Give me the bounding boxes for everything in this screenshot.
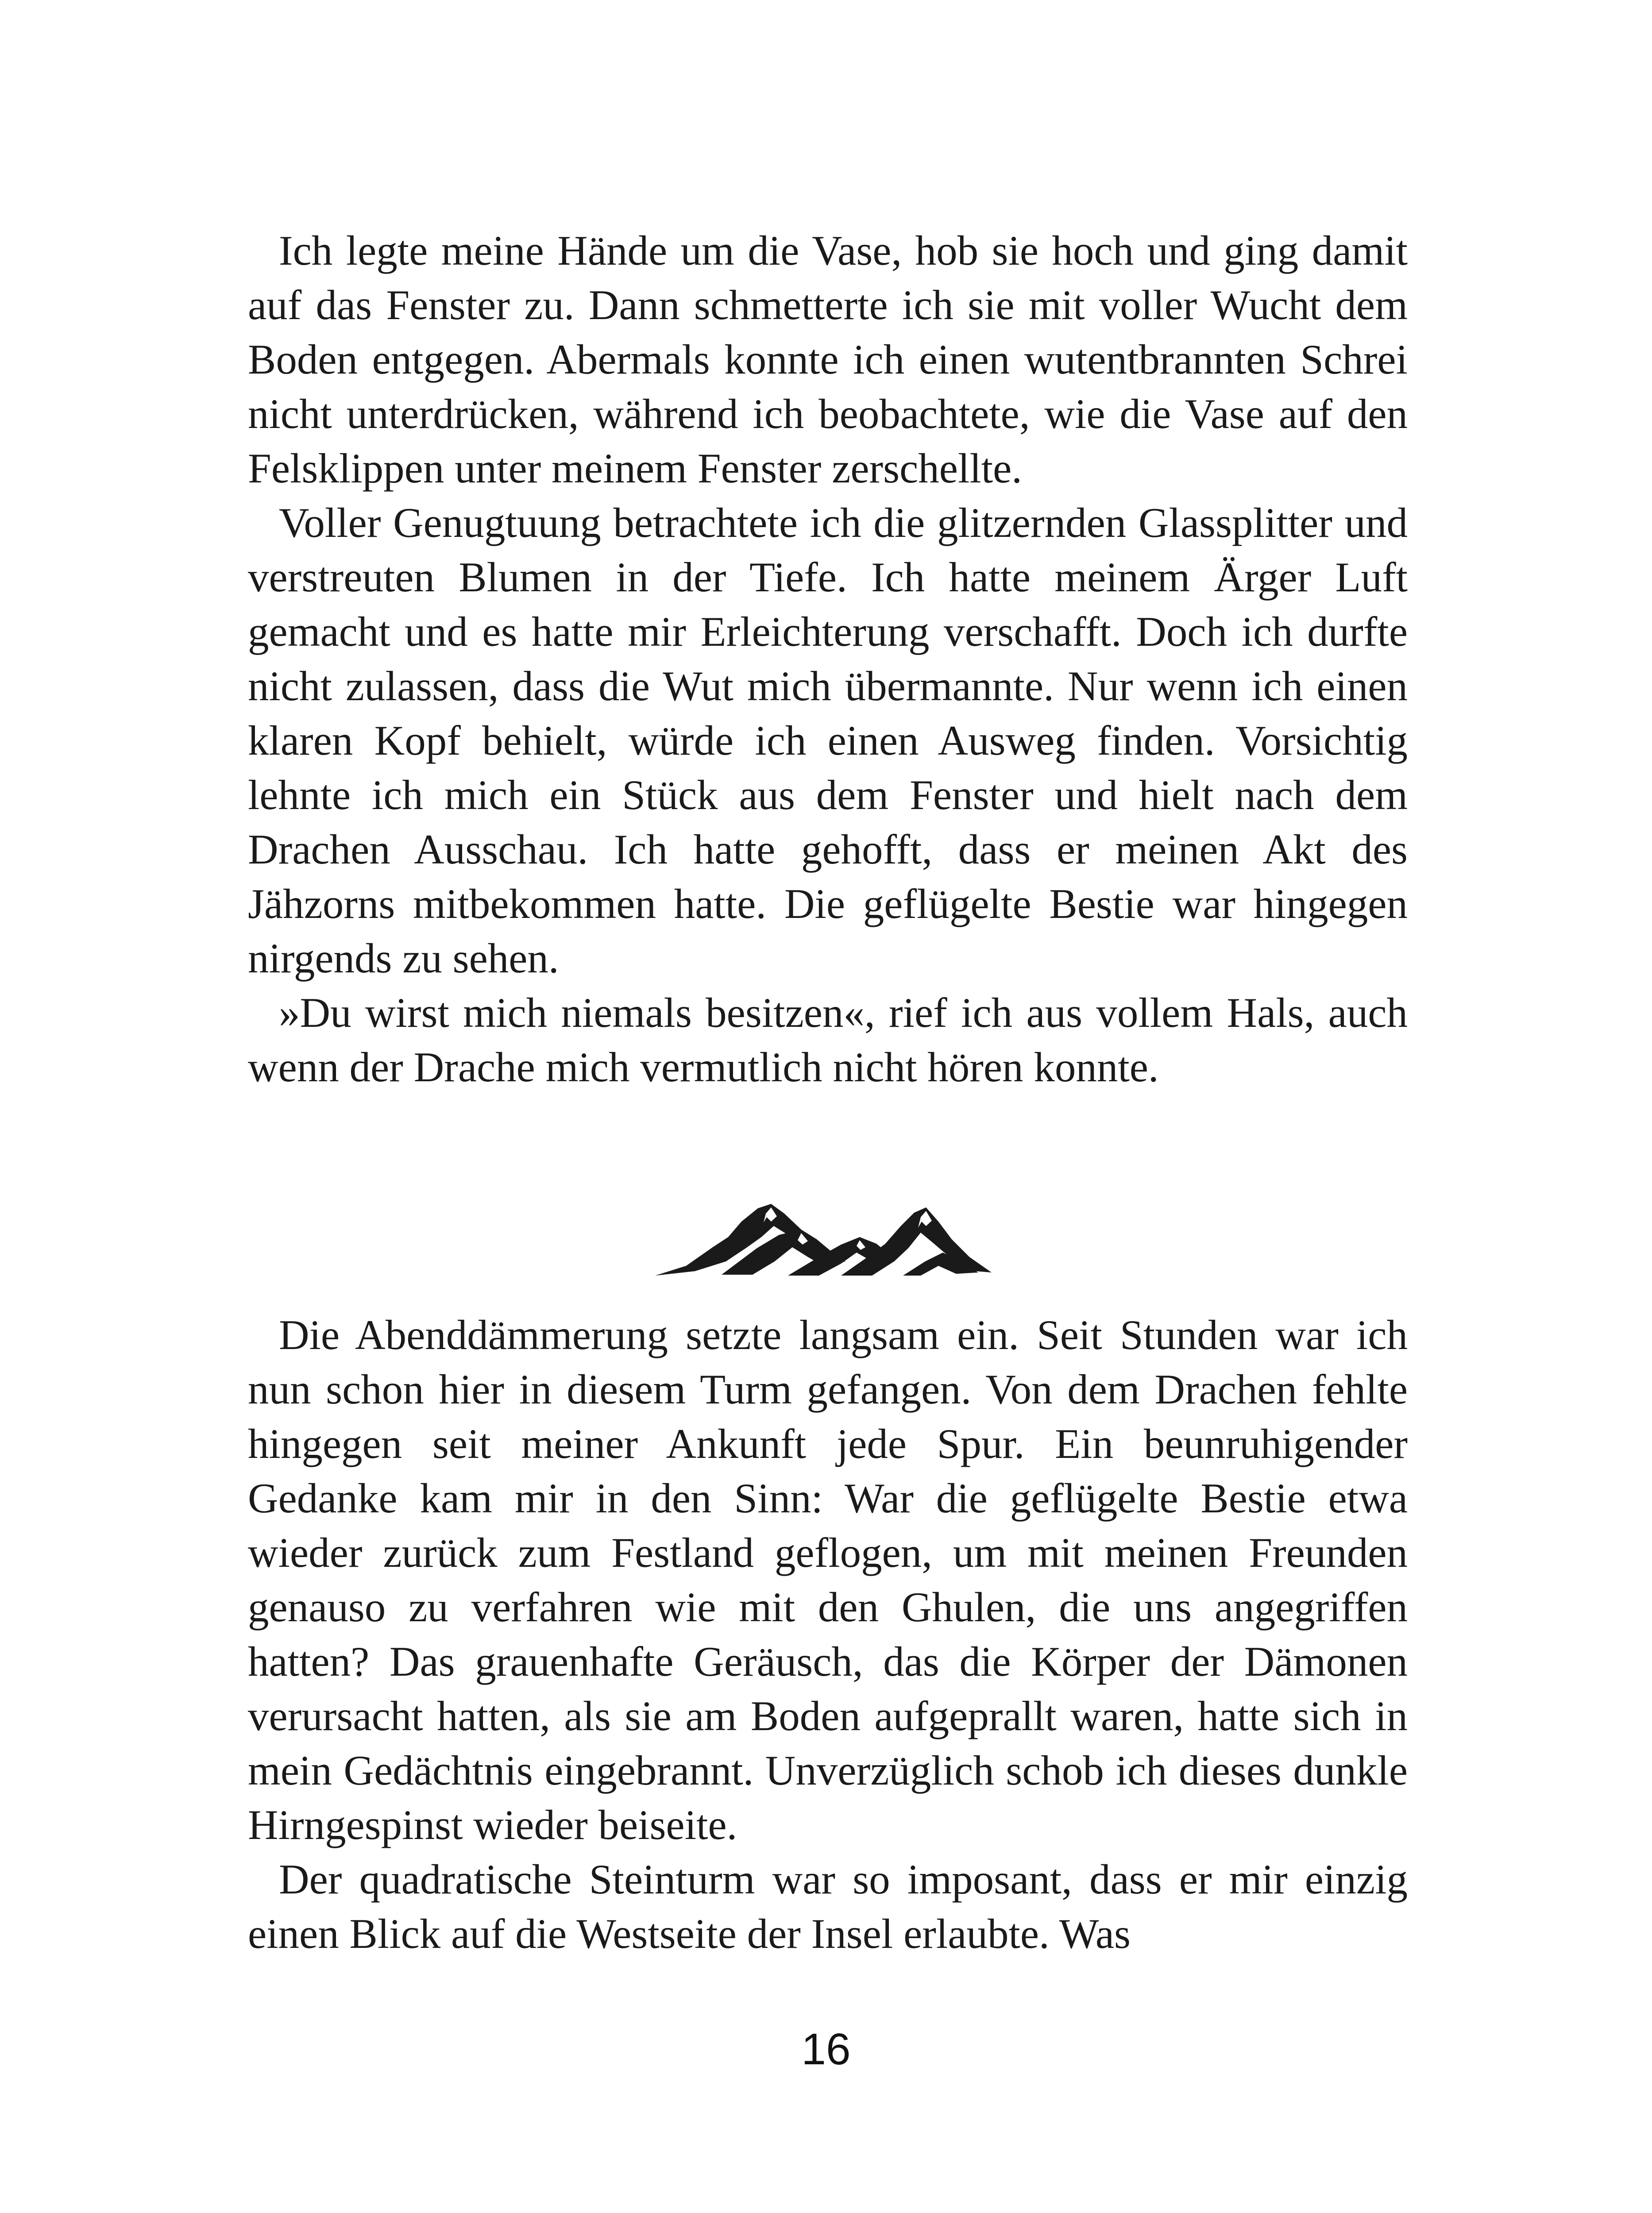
mountains-icon xyxy=(655,1195,992,1279)
paragraph: Ich legte meine Hände um die Vase, hob sie hoch und ging damit auf das Fenster zu. Dann schmetterte ich sie mit voller Wucht dem Boden entgegen. Abermals konnte ich einen wutentbrannten Schrei nicht unterdrücken, während ich beobachtete, wie die Vase auf den Felsklippen unter meinem Fenster zerschellte. xyxy=(248,227,1408,492)
text-section-2 xyxy=(248,1308,1408,1961)
section-divider xyxy=(655,1195,992,1279)
paragraph: Der quadratische Steinturm war so imposant, dass er mir einzig einen Blick auf die Westseite der Insel erlaubte. Was xyxy=(248,1856,1408,1957)
page-number: 16 xyxy=(801,2024,851,2074)
paragraph: Voller Genugtuung betrachtete ich die glitzernden Glassplitter und verstreuten Blumen in der Tiefe. Ich hatte meinem Ärger Luft gemacht und es hatte mir Erleichterung verschafft. Doch ich durfte nicht zulassen, dass die Wut mich übermannte. Nur wenn ich einen klaren Kopf behielt, würde ich einen Ausweg finden. Vorsichtig lehnte ich mich ein Stück aus dem Fenster und hielt nach dem Drachen Ausschau. Ich hatte gehofft, dass er meinen Akt des Jähzorns mitbekommen hatte. Die geflügelte Bestie war hingegen nirgends zu sehen. xyxy=(248,499,1408,982)
text-section-1 xyxy=(248,224,1408,1095)
paragraph: »Du wirst mich niemals besitzen«, rief ich aus vollem Hals, auch wenn der Drache mich vermutlich nicht hören konnte. xyxy=(248,989,1408,1091)
paragraph: Die Abenddämmerung setzte langsam ein. Seit Stunden war ich nun schon hier in diesem Turm gefangen. Von dem Drachen fehlte hingegen seit meiner Ankunft jede Spur. Ein beunruhigender Gedanke kam mir in den Sinn: War die geflügelte Bestie etwa wieder zurück zum Festland geflogen, um mit meinen Freunden genauso zu verfahren wie mit den Ghulen, die uns angegriffen hatten? Das grauenhafte Geräusch, das die Körper der Dämonen verursacht hatten, als sie am Boden aufgeprallt waren, hatte sich in mein Gedächtnis eingebrannt. Unverzüglich schob ich dieses dunkle Hirngespinst wieder beiseite. xyxy=(248,1311,1408,1848)
